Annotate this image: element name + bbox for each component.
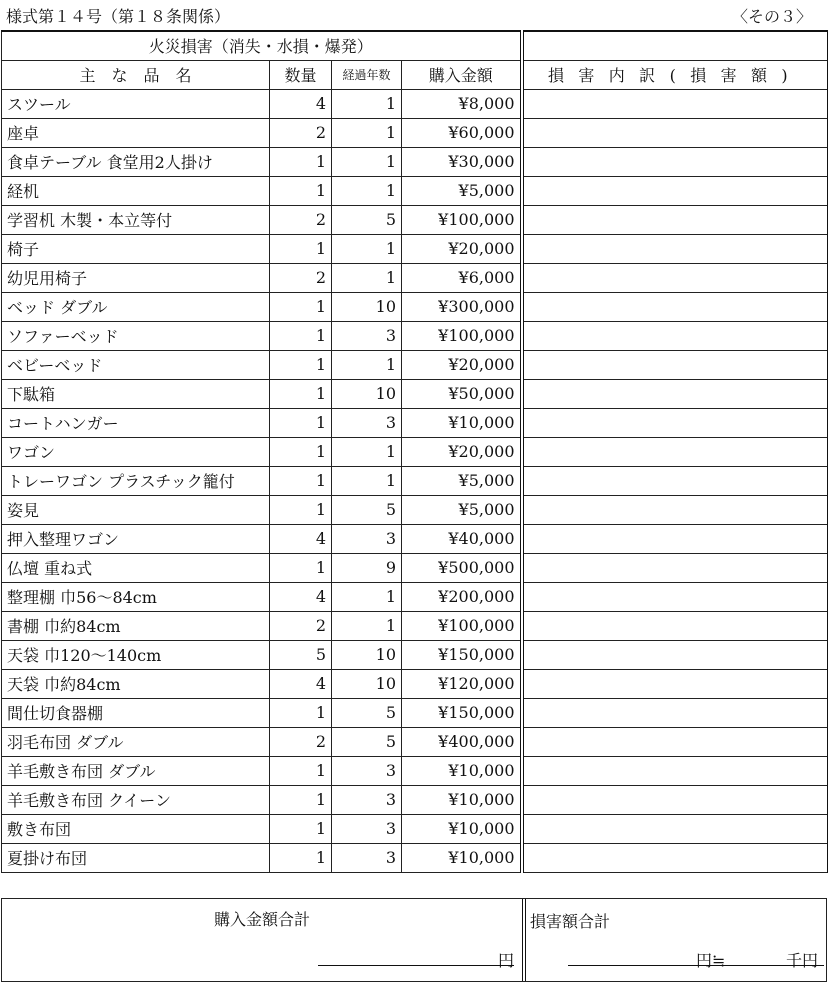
- quantity-cell: 1: [270, 437, 332, 466]
- years-cell: 1: [332, 89, 402, 118]
- item-name-cell: 経机: [2, 176, 270, 205]
- quantity-cell: 1: [270, 495, 332, 524]
- col-header-price: 購入金額: [402, 60, 522, 89]
- page-label: 〈その３〉: [731, 7, 812, 26]
- price-cell: ¥6,000: [402, 263, 522, 292]
- damage-cell[interactable]: [522, 408, 828, 437]
- table-row: [2, 147, 828, 176]
- item-name-cell: 学習机 木製・本立等付: [2, 205, 270, 234]
- damage-cell[interactable]: [522, 466, 828, 495]
- price-cell: ¥500,000: [402, 553, 522, 582]
- purchase-total-label: 購入金額合計: [213, 910, 310, 929]
- years-cell: 10: [332, 379, 402, 408]
- table-title-row: [2, 31, 828, 60]
- totals-footer: [1, 898, 827, 982]
- years-cell: 1: [332, 234, 402, 263]
- damage-cell[interactable]: [522, 843, 828, 872]
- item-name-cell: 羊毛敷き布団 ダブル: [2, 756, 270, 785]
- years-cell: 5: [332, 495, 402, 524]
- table-row: [2, 437, 828, 466]
- price-cell: ¥100,000: [402, 205, 522, 234]
- damage-cell[interactable]: [522, 553, 828, 582]
- item-name-cell: 椅子: [2, 234, 270, 263]
- quantity-cell: 1: [270, 292, 332, 321]
- years-cell: 3: [332, 814, 402, 843]
- damage-cell[interactable]: [522, 524, 828, 553]
- table-row: [2, 205, 828, 234]
- table-row: [2, 756, 828, 785]
- damage-total-label: 損害額合計: [530, 912, 611, 931]
- years-cell: 1: [332, 350, 402, 379]
- damage-cell[interactable]: [522, 118, 828, 147]
- price-cell: ¥20,000: [402, 350, 522, 379]
- item-name-cell: 書棚 巾約84cm: [2, 611, 270, 640]
- price-cell: ¥100,000: [402, 611, 522, 640]
- price-cell: ¥40,000: [402, 524, 522, 553]
- col-header-damage: 損害内訳(損害額): [522, 60, 828, 89]
- damage-cell[interactable]: [522, 756, 828, 785]
- quantity-cell: 1: [270, 408, 332, 437]
- damage-cell[interactable]: [522, 437, 828, 466]
- price-cell: ¥120,000: [402, 669, 522, 698]
- years-cell: 1: [332, 582, 402, 611]
- form-number: 様式第１４号（第１８条関係）: [6, 7, 231, 26]
- quantity-cell: 1: [270, 147, 332, 176]
- table-row: [2, 118, 828, 147]
- table-row: [2, 582, 828, 611]
- table-row: [2, 727, 828, 756]
- table-row: [2, 292, 828, 321]
- damage-cell[interactable]: [522, 669, 828, 698]
- price-cell: ¥10,000: [402, 756, 522, 785]
- table-row: [2, 640, 828, 669]
- table-row: [2, 553, 828, 582]
- damage-cell[interactable]: [522, 350, 828, 379]
- years-cell: 9: [332, 553, 402, 582]
- damage-cell[interactable]: [522, 292, 828, 321]
- price-cell: ¥10,000: [402, 843, 522, 872]
- item-name-cell: 押入整理ワゴン: [2, 524, 270, 553]
- years-cell: 5: [332, 698, 402, 727]
- price-cell: ¥400,000: [402, 727, 522, 756]
- table-row: [2, 234, 828, 263]
- years-cell: 1: [332, 611, 402, 640]
- price-cell: ¥100,000: [402, 321, 522, 350]
- col-header-years: 経過年数: [332, 60, 402, 89]
- item-name-cell: 敷き布団: [2, 814, 270, 843]
- table-row: [2, 350, 828, 379]
- item-name-cell: 仏壇 重ね式: [2, 553, 270, 582]
- item-name-cell: 下駄箱: [2, 379, 270, 408]
- years-cell: 1: [332, 466, 402, 495]
- years-cell: 1: [332, 118, 402, 147]
- damage-cell[interactable]: [522, 263, 828, 292]
- quantity-cell: 4: [270, 582, 332, 611]
- price-cell: ¥8,000: [402, 89, 522, 118]
- item-name-cell: 間仕切食器棚: [2, 698, 270, 727]
- price-cell: ¥20,000: [402, 234, 522, 263]
- item-name-cell: 夏掛け布団: [2, 843, 270, 872]
- table-row: [2, 321, 828, 350]
- years-cell: 1: [332, 176, 402, 205]
- quantity-cell: 1: [270, 234, 332, 263]
- purchase-total-unit: 円: [498, 951, 515, 970]
- years-cell: 3: [332, 785, 402, 814]
- quantity-cell: 1: [270, 176, 332, 205]
- quantity-cell: 2: [270, 263, 332, 292]
- item-name-cell: 羽毛布団 ダブル: [2, 727, 270, 756]
- table-row: [2, 89, 828, 118]
- table-row: [2, 611, 828, 640]
- years-cell: 5: [332, 727, 402, 756]
- years-cell: 1: [332, 147, 402, 176]
- damage-total-unit-thousand: 千円: [786, 951, 819, 970]
- table-row: [2, 263, 828, 292]
- quantity-cell: 4: [270, 669, 332, 698]
- years-cell: 3: [332, 321, 402, 350]
- price-cell: ¥10,000: [402, 785, 522, 814]
- damage-cell[interactable]: [522, 147, 828, 176]
- years-cell: 1: [332, 263, 402, 292]
- years-cell: 3: [332, 843, 402, 872]
- years-cell: 10: [332, 640, 402, 669]
- damage-cell[interactable]: [522, 727, 828, 756]
- quantity-cell: 4: [270, 524, 332, 553]
- price-cell: ¥300,000: [402, 292, 522, 321]
- table-row: [2, 524, 828, 553]
- years-cell: 5: [332, 205, 402, 234]
- quantity-cell: 1: [270, 698, 332, 727]
- table-row: [2, 698, 828, 727]
- col-header-item: 主 な 品 名: [2, 60, 270, 89]
- quantity-cell: 2: [270, 611, 332, 640]
- damage-table: [1, 30, 828, 873]
- item-name-cell: ベッド ダブル: [2, 292, 270, 321]
- damage-cell[interactable]: [522, 495, 828, 524]
- column-header-row: [2, 60, 828, 89]
- years-cell: 3: [332, 408, 402, 437]
- table-row: [2, 785, 828, 814]
- item-name-cell: ソファーベッド: [2, 321, 270, 350]
- quantity-cell: 1: [270, 756, 332, 785]
- item-name-cell: 座卓: [2, 118, 270, 147]
- price-cell: ¥10,000: [402, 814, 522, 843]
- table-row: [2, 466, 828, 495]
- table-row: [2, 814, 828, 843]
- purchase-total-section: [2, 899, 526, 981]
- damage-cell[interactable]: [522, 640, 828, 669]
- item-name-cell: 天袋 巾約84cm: [2, 669, 270, 698]
- item-name-cell: トレーワゴン プラスチック籠付: [2, 466, 270, 495]
- quantity-cell: 1: [270, 379, 332, 408]
- quantity-cell: 2: [270, 118, 332, 147]
- price-cell: ¥30,000: [402, 147, 522, 176]
- item-name-cell: 天袋 巾120～140cm: [2, 640, 270, 669]
- price-cell: ¥150,000: [402, 698, 522, 727]
- damage-cell[interactable]: [522, 205, 828, 234]
- quantity-cell: 4: [270, 89, 332, 118]
- table-row: [2, 669, 828, 698]
- years-cell: 10: [332, 292, 402, 321]
- damage-cell[interactable]: [522, 611, 828, 640]
- years-cell: 3: [332, 524, 402, 553]
- damage-cell[interactable]: [522, 234, 828, 263]
- damage-cell[interactable]: [522, 814, 828, 843]
- price-cell: ¥60,000: [402, 118, 522, 147]
- quantity-cell: 5: [270, 640, 332, 669]
- damage-total-unit: 円≒: [696, 951, 726, 970]
- damage-cell[interactable]: [522, 698, 828, 727]
- table-row: [2, 379, 828, 408]
- price-cell: ¥10,000: [402, 408, 522, 437]
- damage-cell[interactable]: [522, 176, 828, 205]
- table-row: [2, 843, 828, 872]
- item-name-cell: 姿見: [2, 495, 270, 524]
- item-name-cell: スツール: [2, 89, 270, 118]
- item-name-cell: 整理棚 巾56～84cm: [2, 582, 270, 611]
- table-row: [2, 176, 828, 205]
- damage-cell[interactable]: [522, 379, 828, 408]
- item-name-cell: コートハンガー: [2, 408, 270, 437]
- price-cell: ¥50,000: [402, 379, 522, 408]
- item-name-cell: 羊毛敷き布団 クイーン: [2, 785, 270, 814]
- damage-cell[interactable]: [522, 785, 828, 814]
- item-name-cell: 食卓テーブル 食堂用2人掛け: [2, 147, 270, 176]
- quantity-cell: 1: [270, 785, 332, 814]
- item-name-cell: 幼児用椅子: [2, 263, 270, 292]
- damage-cell[interactable]: [522, 582, 828, 611]
- damage-cell[interactable]: [522, 321, 828, 350]
- quantity-cell: 1: [270, 843, 332, 872]
- quantity-cell: 2: [270, 205, 332, 234]
- quantity-cell: 1: [270, 466, 332, 495]
- quantity-cell: 1: [270, 321, 332, 350]
- table-title: 火災損害（消失・水損・爆発）: [2, 31, 522, 60]
- price-cell: ¥150,000: [402, 640, 522, 669]
- table-row: [2, 495, 828, 524]
- purchase-total-underline: [318, 965, 514, 966]
- price-cell: ¥200,000: [402, 582, 522, 611]
- years-cell: 3: [332, 756, 402, 785]
- years-cell: 10: [332, 669, 402, 698]
- price-cell: ¥20,000: [402, 437, 522, 466]
- quantity-cell: 1: [270, 553, 332, 582]
- col-header-quantity: 数量: [270, 60, 332, 89]
- table-title-damage-cell: [522, 31, 828, 60]
- quantity-cell: 1: [270, 814, 332, 843]
- item-name-cell: ベビーベッド: [2, 350, 270, 379]
- damage-cell[interactable]: [522, 89, 828, 118]
- price-cell: ¥5,000: [402, 176, 522, 205]
- item-name-cell: ワゴン: [2, 437, 270, 466]
- price-cell: ¥5,000: [402, 466, 522, 495]
- price-cell: ¥5,000: [402, 495, 522, 524]
- quantity-cell: 2: [270, 727, 332, 756]
- quantity-cell: 1: [270, 350, 332, 379]
- table-row: [2, 408, 828, 437]
- years-cell: 1: [332, 437, 402, 466]
